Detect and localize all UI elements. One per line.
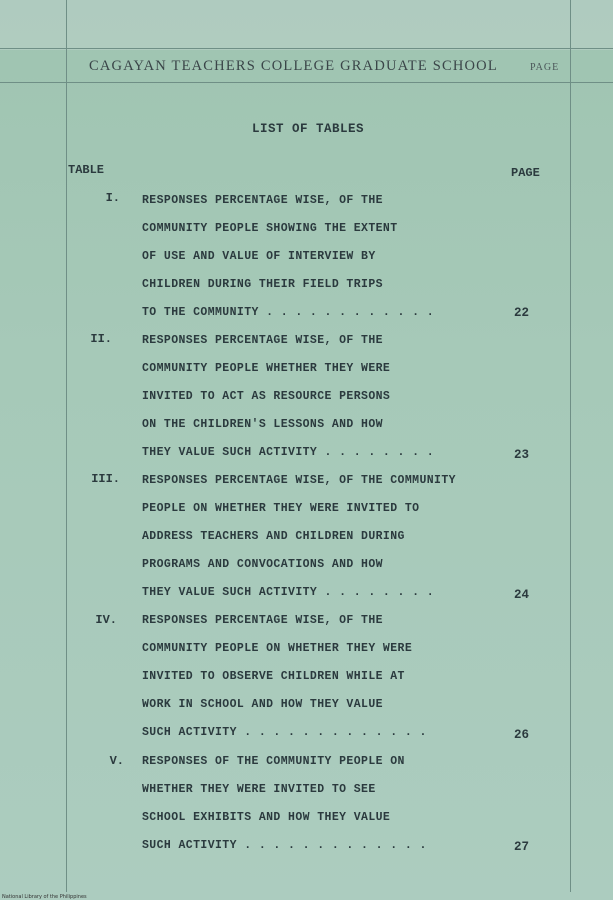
entry-line: ADDRESS TEACHERS AND CHILDREN DURING [142,530,405,543]
entry-line: SUCH ACTIVITY . . . . . . . . . . . . . [142,839,427,852]
entry-line: THEY VALUE SUCH ACTIVITY . . . . . . . . [142,586,435,599]
entry-line: CHILDREN DURING THEIR FIELD TRIPS [142,278,383,291]
page-top-edge [0,0,613,50]
page-number: 26 [514,728,530,742]
page-number: 27 [514,840,530,854]
table-number: II. [90,332,112,346]
table-number: IV. [95,613,117,627]
right-margin-rule [570,0,571,892]
entry-line: RESPONSES PERCENTAGE WISE, OF THE [142,334,383,347]
entry-line: WORK IN SCHOOL AND HOW THEY VALUE [142,698,383,711]
page-number: 24 [514,588,530,602]
entry-line: RESPONSES OF THE COMMUNITY PEOPLE ON [142,755,405,768]
header-page-label: PAGE [530,62,560,73]
entry-line: COMMUNITY PEOPLE WHETHER THEY WERE [142,362,391,375]
column-header-page: PAGE [511,166,540,180]
entry-line: INVITED TO OBSERVE CHILDREN WHILE AT [142,670,405,683]
entry-line: RESPONSES PERCENTAGE WISE, OF THE COMMUNITY [142,474,456,487]
page-number: 23 [514,448,530,462]
column-header-table: TABLE [68,163,105,177]
entry-line: RESPONSES PERCENTAGE WISE, OF THE [142,614,383,627]
page-title: LIST OF TABLES [252,122,365,136]
table-number: V. [109,754,124,768]
entry-line: COMMUNITY PEOPLE SHOWING THE EXTENT [142,222,398,235]
table-number: III. [91,472,120,486]
entry-line: SUCH ACTIVITY . . . . . . . . . . . . . [142,726,427,739]
page-number: 22 [514,306,530,320]
entry-line: COMMUNITY PEOPLE ON WHETHER THEY WERE [142,642,413,655]
table-number: I. [105,191,120,205]
entry-line: INVITED TO ACT AS RESOURCE PERSONS [142,390,391,403]
entry-line: PEOPLE ON WHETHER THEY WERE INVITED TO [142,502,420,515]
entry-line: THEY VALUE SUCH ACTIVITY . . . . . . . . [142,446,435,459]
entry-line: WHETHER THEY WERE INVITED TO SEE [142,783,376,796]
entry-line: ON THE CHILDREN'S LESSONS AND HOW [142,418,383,431]
header-top-rule [0,48,613,49]
header-bottom-rule [0,82,613,83]
entry-line: TO THE COMMUNITY . . . . . . . . . . . . [142,306,435,319]
entry-line: SCHOOL EXHIBITS AND HOW THEY VALUE [142,811,391,824]
entry-line: RESPONSES PERCENTAGE WISE, OF THE [142,194,383,207]
entry-line: OF USE AND VALUE OF INTERVIEW BY [142,250,376,263]
letterhead: CAGAYAN TEACHERS COLLEGE GRADUATE SCHOOL [89,58,498,74]
scan-footer: National Library of the Philippines [2,894,87,900]
entry-line: PROGRAMS AND CONVOCATIONS AND HOW [142,558,383,571]
